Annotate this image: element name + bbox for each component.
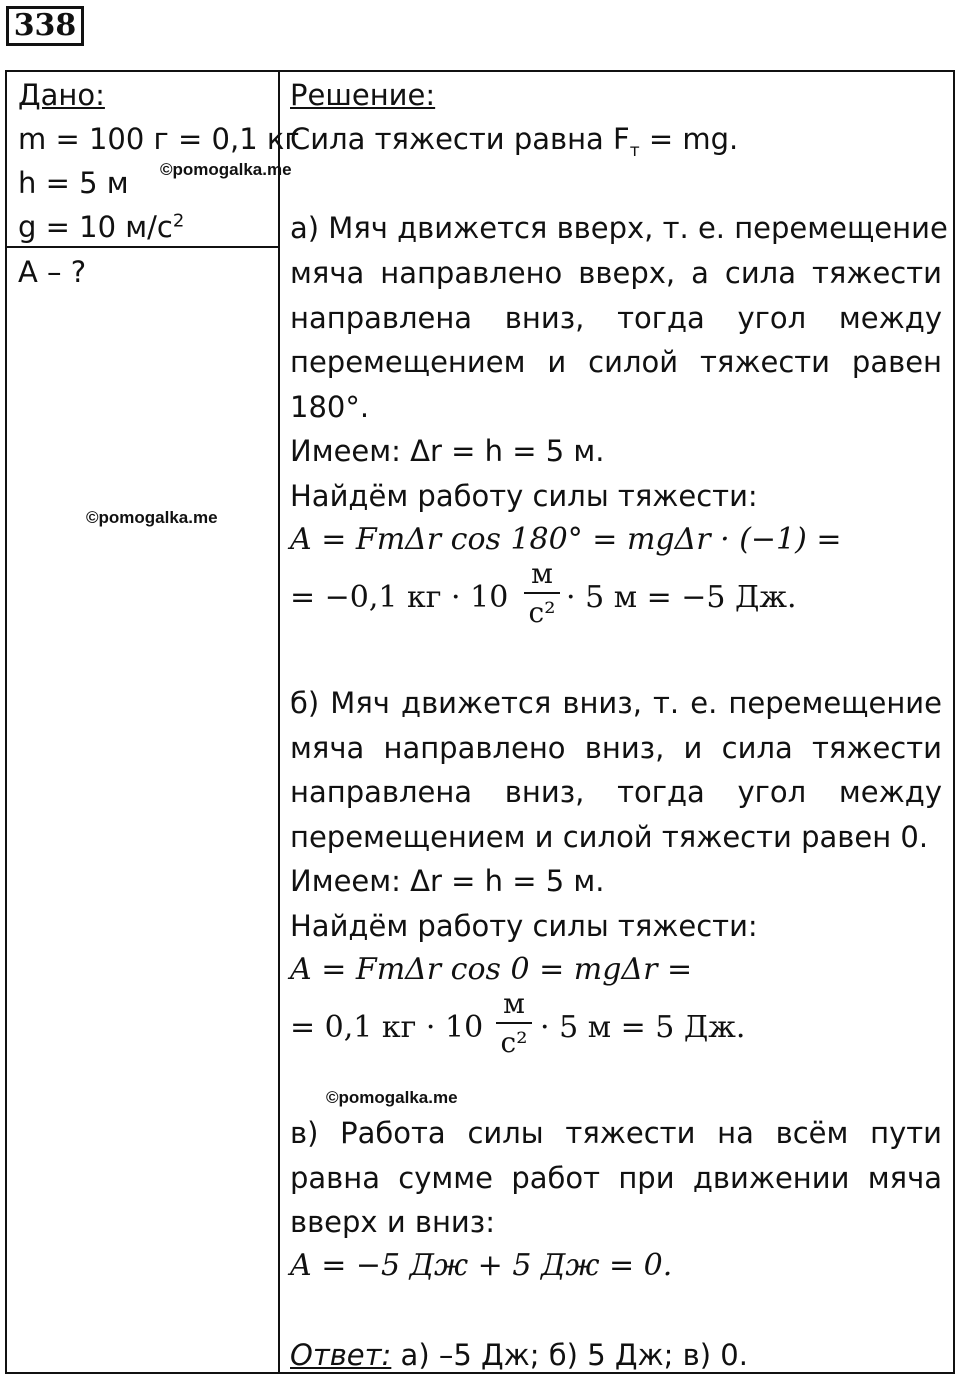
part-b-line: направлена вниз, тогда угол между [290,775,942,809]
part-a-formula-2-right: · 5 м = −5 Дж. [566,580,797,615]
fraction-numerator: м [503,987,525,1020]
gravity-intro [290,120,739,161]
watermark: ©pomogalka.me [326,1088,458,1107]
answer [290,1336,748,1374]
part-a-unit-fraction [524,557,560,629]
fraction-denominator: с² [500,1026,528,1059]
fraction-bar [496,1022,532,1024]
gravity-intro-sub: т [629,140,640,161]
given-gravity-sup: 2 [172,210,185,232]
problem-number: 338 [6,6,84,46]
fraction-numerator: м [531,557,553,590]
part-b-find-work: Найдём работу силы тяжести: [290,909,758,943]
watermark: ©pomogalka.me [86,508,218,527]
part-b-formula-2-right: · 5 м = 5 Дж. [540,1010,746,1045]
part-a-formula-1: A = FтΔr cos 180° = mgΔr · (−1) = [290,522,842,557]
part-a-line: мяча направлено вверх, а сила тяжести [290,256,942,290]
part-c-line: в) Работа силы тяжести на всём пути [290,1116,942,1150]
part-b-have: Имеем: Δr = h = 5 м. [290,864,605,898]
part-c-formula: A = −5 Дж + 5 Дж = 0. [290,1248,673,1283]
given-height: h = 5 м [18,166,129,200]
part-a-find-work: Найдём работу силы тяжести: [290,479,758,513]
column-divider [278,70,280,1374]
fraction-denominator: с² [528,596,556,629]
part-a-line: направлена вниз, тогда угол между [290,301,942,335]
part-b-line: б) Мяч движется вниз, т. е. перемещение [290,686,942,720]
given-mass: m = 100 г = 0,1 кг [18,122,300,156]
part-a-have: Имеем: Δr = h = 5 м. [290,434,605,468]
part-c-line: вверх и вниз: [290,1205,495,1239]
gravity-intro-prefix: Сила тяжести равна F [290,122,630,156]
answer-label: Ответ: [290,1338,392,1372]
part-a-line: а) Мяч движется вверх, т. е. перемещение [290,211,948,245]
part-a-line: перемещением и силой тяжести равен [290,345,942,379]
fraction-bar [524,592,560,594]
find-quantity: A – ? [18,255,87,289]
part-c-line: равна сумме работ при движении мяча [290,1161,942,1195]
part-b-line: мяча направлено вниз, и сила тяжести [290,731,942,765]
part-b-unit-fraction [496,987,532,1059]
solution-header: Решение: [290,78,436,112]
given-divider [5,246,279,248]
gravity-intro-suffix: = mg. [639,122,739,156]
part-b-line: перемещением и силой тяжести равен 0. [290,820,929,854]
given-gravity-main: g = 10 м/с [18,210,173,244]
watermark: ©pomogalka.me [160,160,292,179]
part-a-formula-2-left: = −0,1 кг · 10 [290,580,509,615]
part-b-formula-1: A = FтΔr cos 0 = mgΔr = [290,952,693,987]
part-b-formula-2-left: = 0,1 кг · 10 [290,1010,484,1045]
answer-text: а) –5 Дж; б) 5 Дж; в) 0. [391,1338,748,1372]
given-header: Дано: [18,78,105,112]
given-gravity [18,208,184,246]
part-a-line: 180°. [290,390,370,424]
